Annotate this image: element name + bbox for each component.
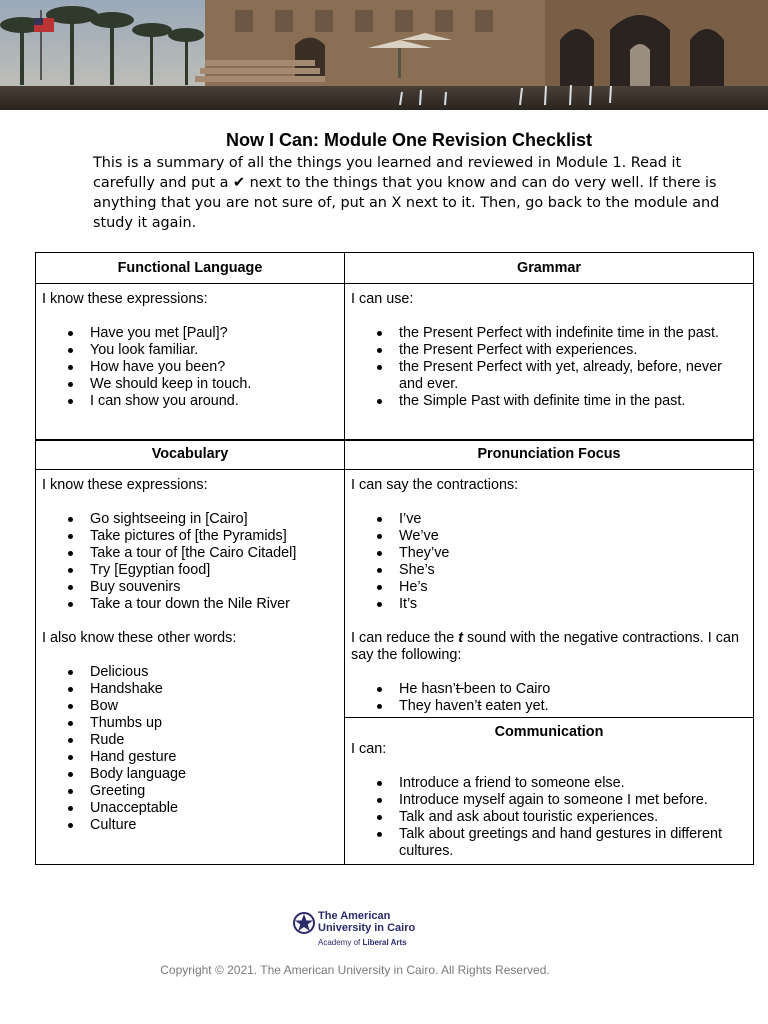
list-item: Unacceptable [42, 800, 338, 817]
list-item: the Present Perfect with yet, already, before, never and ever. [351, 359, 747, 393]
check-mark-icon: ✔ [232, 175, 246, 191]
list-item: Hand gesture [42, 749, 338, 766]
negative-contractions-list [351, 681, 747, 715]
grammar-heading: Grammar [517, 260, 581, 276]
list-item: You look familiar. [42, 342, 338, 359]
list-item: Try [Egyptian food] [42, 562, 338, 579]
vocabulary-lead: I know these expressions: [42, 477, 208, 493]
vocabulary-expressions-list [42, 511, 338, 613]
list-item: He’s [351, 579, 747, 596]
list-item: She’s [351, 562, 747, 579]
contractions-list [351, 511, 747, 613]
list-item: Take pictures of [the Pyramids] [42, 528, 338, 545]
left-column [36, 253, 345, 864]
revision-checklist-table [35, 252, 754, 865]
intro-paragraph [93, 153, 733, 233]
t-letter: t [458, 630, 463, 646]
list-item: Talk and ask about touristic experiences. [351, 809, 747, 826]
list-item: Introduce myself again to someone I met before. [351, 792, 747, 809]
list-item: Take a tour of [the Cairo Citadel] [42, 545, 338, 562]
copyright-notice: Copyright © 2021. The American University in Cairo. All Rights Reserved. [160, 963, 550, 977]
communication-lead: I can: [351, 741, 387, 757]
grammar-cell [345, 284, 753, 410]
functional-language-cell [36, 284, 344, 410]
list-item [351, 698, 747, 715]
list-item: Body language [42, 766, 338, 783]
vocabulary-words-lead: I also know these other words: [42, 630, 237, 646]
functional-language-heading: Functional Language [117, 260, 263, 276]
auc-emblem-icon [292, 911, 316, 935]
intro-text-end: next to the things that you know and can do very well. If there is anything that you are not sure of, put an X next to it. Then, go back to the module and study it again. [93, 175, 720, 231]
list-item: How have you been? [42, 359, 338, 376]
intro-text-start: This is a summary of all the things you learned and reviewed in Module 1. Read it carefully and put a [93, 155, 682, 191]
list-item: They’ve [351, 545, 747, 562]
logo-subline [318, 938, 407, 947]
list-item: Bow [42, 698, 338, 715]
list-item: We’ve [351, 528, 747, 545]
list-item: I’ve [351, 511, 747, 528]
vocabulary-words-list [42, 664, 338, 834]
campus-photo [0, 0, 768, 110]
list-item: Introduce a friend to someone else. [351, 775, 747, 792]
pronunciation-lead: I can say the contractions: [351, 477, 519, 493]
list-item: Handshake [42, 681, 338, 698]
list-item: I can show you around. [42, 393, 338, 410]
reduce-text-end: sound with the negative contractions. I can say the following: [351, 630, 739, 663]
list-item [351, 681, 747, 698]
communication-heading: Communication [494, 724, 604, 740]
right-column [345, 253, 753, 864]
list-item: the Present Perfect with experiences. [351, 342, 747, 359]
list-item: the Present Perfect with indefinite time in the past. [351, 325, 747, 342]
list-item: Talk about greetings and hand gestures in different cultures. [351, 826, 747, 860]
list-item: the Simple Past with definite time in the past. [351, 393, 747, 410]
list-item: Have you met [Paul]? [42, 325, 338, 342]
pronunciation-heading: Pronunciation Focus [477, 446, 621, 462]
functional-language-lead: I know these expressions: [42, 291, 208, 307]
list-item: Take a tour down the Nile River [42, 596, 338, 613]
page-title: Now I Can: Module One Revision Checklist [225, 130, 593, 150]
logo-subline-b: Liberal Arts [362, 938, 407, 947]
auc-logo [288, 903, 428, 949]
example-text: He hasn’ [399, 681, 456, 697]
example-text: eaten yet. [481, 698, 549, 714]
list-item: Delicious [42, 664, 338, 681]
list-item: Go sightseeing in [Cairo] [42, 511, 338, 528]
reduce-t-instruction [351, 630, 747, 664]
list-item: Buy souvenirs [42, 579, 338, 596]
list-item: We should keep in touch. [42, 376, 338, 393]
list-item: It’s [351, 596, 747, 613]
logo-line-1: The American [318, 910, 391, 922]
example-text: been to Cairo [463, 681, 551, 697]
vocabulary-cell [36, 470, 344, 834]
list-item: Thumbs up [42, 715, 338, 732]
grammar-list [351, 325, 747, 410]
logo-subline-a: Academy of [318, 938, 363, 947]
reduce-text-start: I can reduce the [351, 630, 459, 646]
functional-language-list [42, 325, 338, 410]
vocabulary-heading: Vocabulary [151, 446, 229, 462]
logo-line-2: University in Cairo [318, 922, 416, 934]
struck-t: t [477, 698, 482, 714]
example-text: They haven’ [399, 698, 478, 714]
list-item: Rude [42, 732, 338, 749]
grammar-lead: I can use: [351, 291, 414, 307]
list-item: Greeting [42, 783, 338, 800]
communication-list [351, 775, 747, 860]
logo-wordmark [318, 910, 415, 934]
list-item: Culture [42, 817, 338, 834]
communication-cell [345, 718, 753, 860]
struck-t: t [455, 681, 460, 697]
pronunciation-cell [345, 470, 753, 715]
